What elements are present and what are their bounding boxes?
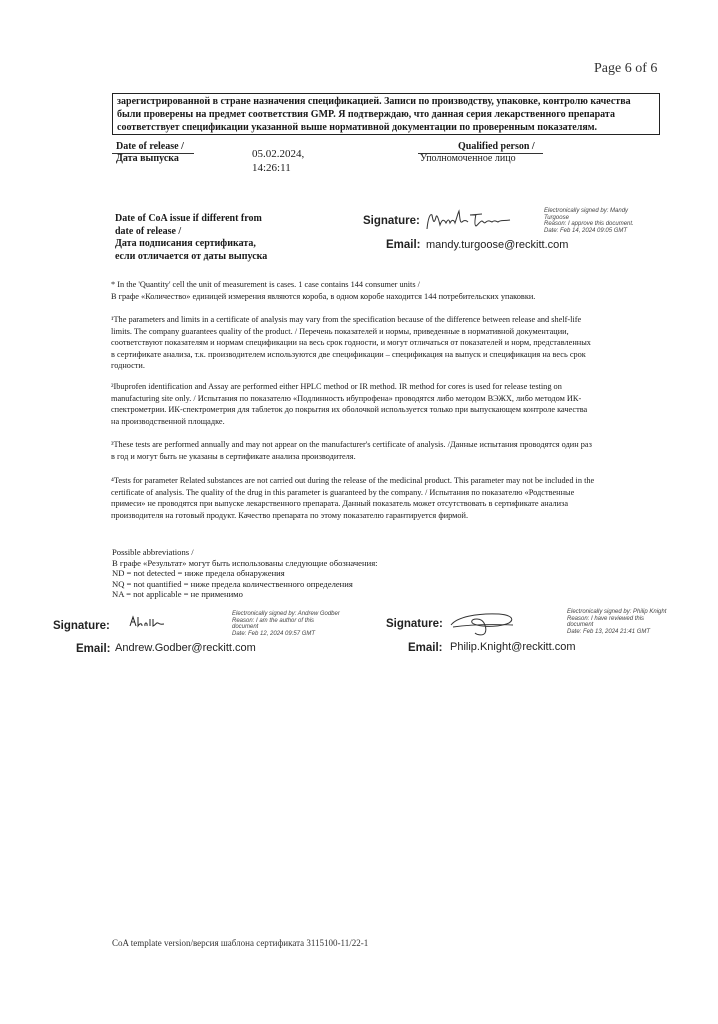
abbreviations-title: Possible abbreviations /: [112, 547, 194, 557]
abbreviation-na: NA = not applicable = не применимо: [112, 589, 243, 600]
gmp-line-3: соответствует спецификации указанной выше нормативной документации по проверенным показателям.: [117, 122, 598, 133]
qualified-person-label: Qualified person / Уполномоченное лицо: [420, 141, 535, 164]
email-link-andrew[interactable]: Andrew.Godber@reckitt.com: [115, 642, 256, 654]
handwritten-signature-philip: [447, 609, 519, 644]
note-2-ibuprofen: ²Ibuprofen identification and Assay are performed either HPLC method or IR method. IR method for cores is used for release testing on manufacturing site only. / Испытания по показателю «Подлинность ибупрофена» проводятся либо методом ВЭЖХ, либо методом ИК- спектрометрии. ИК-спектрометрия для таблеток до покрытия их оболочкой используется только при выпускающем контроле качества на производственной площадке.: [111, 382, 588, 426]
qp-label-divider: [418, 153, 543, 154]
esignature-stamp-mandy: Electronically signed by: Mandy Turgoose Reason: I approve this document. Date: Feb 14, 2024 09:05 GMT: [544, 208, 634, 234]
esignature-stamp-andrew: Electronically signed by: Andrew Godber Reason: I am the author of this document Date: Feb 12, 2024 09:57 GMT: [232, 611, 340, 637]
template-version-footer: CoA template version/версия шаблона сертификата 3115100-11/22-1: [112, 938, 369, 948]
esignature-stamp-philip: Electronically signed by: Philip Knight Reason: I have reviewed this document Date: Feb 13, 2024 21:41 GMT: [567, 609, 667, 635]
signature-label-right: Signature:: [386, 618, 443, 630]
release-datetime: 05.02.2024, 14:26:11: [252, 148, 305, 174]
abbreviation-nq: NQ = not quantified = ниже предела количественного определения: [112, 578, 353, 589]
email-label: Email:: [386, 239, 421, 251]
note-3-annual-tests: ³These tests are performed annually and may not appear on the manufacturer's certificate of analysis. /Данные испытания проводятся один раз в год и могут быть не указаны в сертификате анализа производителя.: [111, 440, 592, 461]
signature-label: Signature:: [363, 215, 420, 227]
email-link-philip[interactable]: Philip.Knight@reckitt.com: [450, 641, 576, 653]
note-4-related-substances: ⁴Tests for parameter Related substances are not carried out during the release of the medicinal product. This parameter may not be included in the certificate of analysis. The quality of the drug in this parameter is guaranteed by the company. / Испытания по показателю «Родственные примеси» не проводятся при выпуске лекарственного препарата. Данный показатель может отсутствовать в сертификате анализа производителя на готовый продукт. Качество препарата по этому показателю гарантируется фирмой.: [111, 476, 595, 520]
coa-issue-date-label: Date of CoA issue if different from date of release / Дата подписания сертификата, если отличается от даты выпуска: [115, 213, 268, 262]
abbreviation-nd: ND = not detected = ниже предела обнаружения: [112, 568, 285, 579]
signature-label-left: Signature:: [53, 620, 110, 632]
abbreviations-block: [112, 547, 378, 600]
gmp-line-2: были проверены на предмет соответствия GMP. Я подтверждаю, что данная серия лекарственного препарата: [117, 109, 615, 120]
abbreviations-subtitle: В графе «Результат» могут быть использованы следующие обозначения:: [112, 557, 378, 568]
gmp-confirmation-box: [112, 93, 660, 135]
release-label-divider: [112, 153, 194, 154]
note-quantity: * In the 'Quantity' cell the unit of measurement is cases. 1 case contains 144 consumer units / В графе «Количество» единицей измерения являются короба, в одном коробе находится 144 потребительских упаковки.: [111, 280, 536, 301]
handwritten-signature-mandy: [424, 207, 514, 238]
email-label-left: Email:: [76, 643, 111, 655]
page-number: Page 6 of 6: [594, 61, 658, 76]
handwritten-signature-andrew: [128, 614, 168, 635]
note-1-parameters: ¹The parameters and limits in a certificate of analysis may vary from the specification because of the difference between release and shelf-life limits. The company guarantees quality of the product. / Перечень показателей и нормы, приведенные в нормативной документации, соответствуют показателям и нормам спецификации на весь срок годности, и могут отличаться от показателей и норм, представленных в сертификате анализа, т.к. производителем используются две спецификации – спецификация на выпуск и спецификация на весь срок годности.: [111, 315, 591, 371]
email-label-right: Email:: [408, 642, 443, 654]
date-of-release-label: Date of release / Дата выпуска: [116, 141, 184, 164]
email-link-mandy[interactable]: mandy.turgoose@reckitt.com: [426, 239, 569, 251]
gmp-line-1: зарегистрированной в стране назначения спецификацией. Записи по производству, упаковке, контролю качества: [117, 96, 631, 107]
